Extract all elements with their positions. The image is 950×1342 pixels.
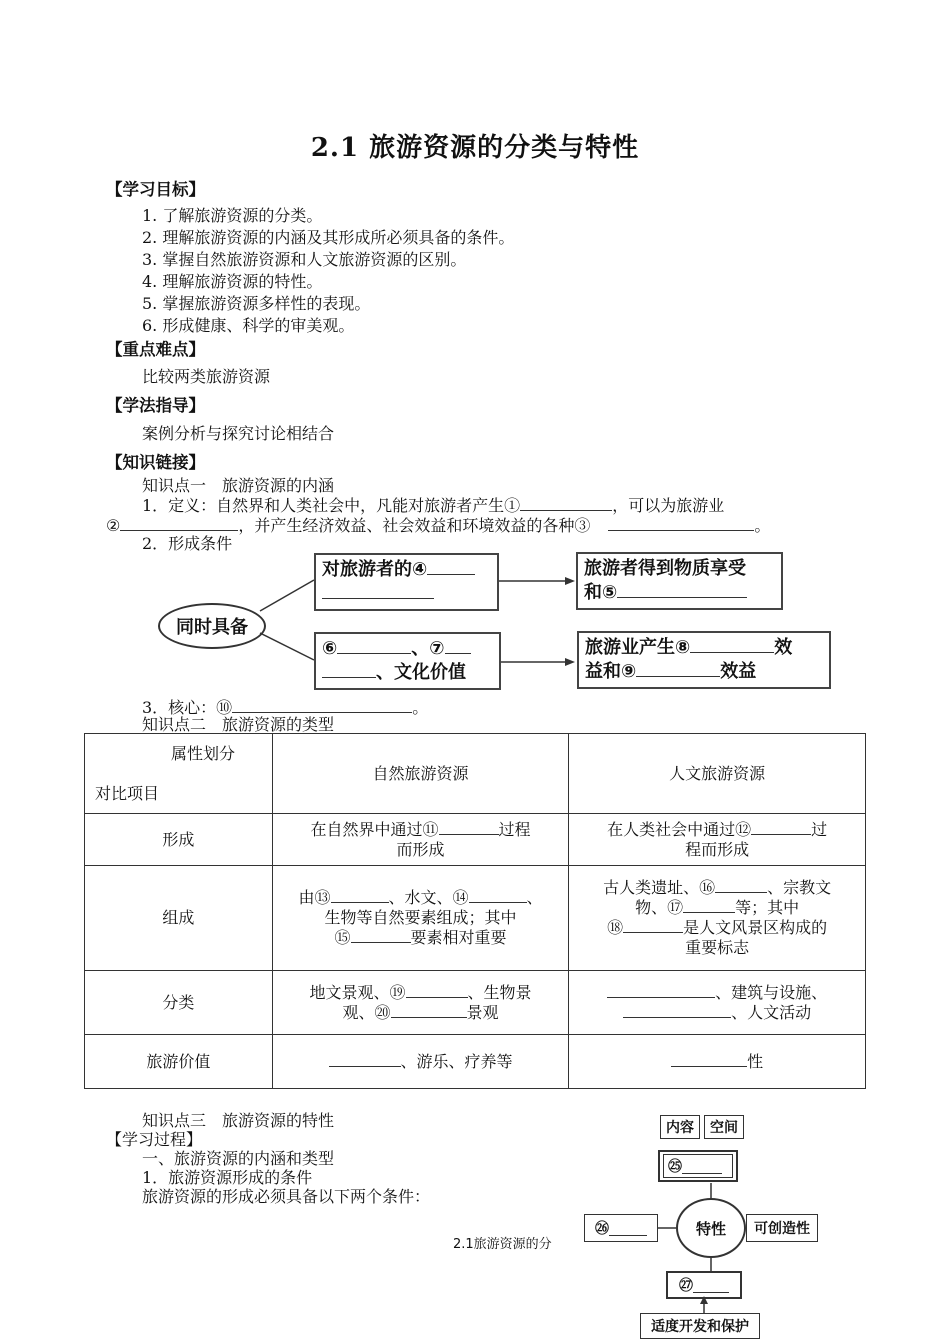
conditions-label: 2．形成条件 bbox=[142, 534, 233, 553]
answer-blank-20[interactable] bbox=[391, 1003, 467, 1018]
table-header-row bbox=[85, 734, 866, 814]
answer-blank-15[interactable] bbox=[351, 928, 411, 943]
trait-center-ellipse: 特性 bbox=[676, 1198, 746, 1258]
cell-human-composition: 古人类遗址、⑯ 、宗教文 物、⑰ 等；其中 ⑱ 是人文风景区构成的 重要标志 bbox=[569, 866, 866, 971]
cell-natural-value: 、游乐、疗养等 bbox=[272, 1035, 569, 1089]
diagram-box-value: ⑥ 、⑦ 、文化价值 bbox=[314, 632, 501, 690]
objective-item: 2. 理解旅游资源的内涵及其形成所必须具备的条件。 bbox=[142, 228, 515, 247]
answer-blank-4b[interactable] bbox=[322, 584, 434, 599]
answer-blank-26[interactable] bbox=[609, 1221, 647, 1236]
table-row bbox=[85, 1035, 866, 1089]
process-heading: 【学习过程】 bbox=[106, 1130, 203, 1149]
objective-item: 4. 理解旅游资源的特性。 bbox=[142, 272, 323, 291]
answer-blank-21[interactable] bbox=[607, 983, 715, 998]
knowledge-point-2: 知识点二 旅游资源的类型 bbox=[142, 715, 335, 734]
objective-item: 1. 了解旅游资源的分类。 bbox=[142, 206, 323, 225]
answer-blank-27[interactable] bbox=[693, 1278, 729, 1293]
cell-human-value: 性 bbox=[569, 1035, 866, 1089]
diagram-box-enjoyment: 旅游者得到物质享受 和⑤ bbox=[576, 552, 783, 610]
table-row bbox=[85, 814, 866, 866]
answer-blank-6[interactable] bbox=[337, 639, 411, 654]
answer-blank-4[interactable] bbox=[427, 560, 475, 575]
answer-blank-17[interactable] bbox=[683, 898, 735, 913]
process-line-1: 一、旅游资源的内涵和类型 bbox=[142, 1149, 335, 1168]
diagram-box-benefit: 旅游业产生⑧ 效 益和⑨ 效益 bbox=[577, 631, 831, 689]
page-title: 2.1 旅游资源的分类与特性 bbox=[310, 133, 640, 163]
answer-blank-5[interactable] bbox=[617, 583, 747, 598]
cell-natural-formation: 在自然界中通过⑪ 过程 而形成 bbox=[272, 814, 569, 866]
answer-blank-9[interactable] bbox=[636, 662, 720, 677]
header-diagonal-cell: 属性划分 对比项目 bbox=[85, 734, 273, 814]
answer-blank-11[interactable] bbox=[439, 820, 499, 835]
trait-box-25: ㉕ bbox=[658, 1150, 738, 1182]
table-row bbox=[85, 971, 866, 1035]
answer-blank-18[interactable] bbox=[623, 918, 683, 933]
trait-box-protect: 适度开发和保护 bbox=[640, 1313, 760, 1339]
knowledge-point-1: 知识点一 旅游资源的内涵 bbox=[142, 476, 335, 495]
col-header-natural: 自然旅游资源 bbox=[272, 734, 569, 814]
trait-box-space: 空间 bbox=[704, 1115, 744, 1139]
key-points-heading: 【重点难点】 bbox=[106, 340, 205, 359]
row-label: 形成 bbox=[85, 814, 273, 866]
diagram-box-appeal: 对旅游者的④ bbox=[314, 553, 499, 611]
col-header-human: 人文旅游资源 bbox=[569, 734, 866, 814]
answer-blank-19[interactable] bbox=[406, 983, 468, 998]
trait-box-creatable: 可创造性 bbox=[746, 1214, 818, 1242]
process-line-3: 旅游资源的形成必须具备以下两个条件： bbox=[142, 1187, 431, 1206]
knowledge-heading: 【知识链接】 bbox=[106, 453, 205, 472]
core-line: 3．核心：⑩ 。 bbox=[142, 698, 429, 717]
answer-blank-12[interactable] bbox=[751, 820, 811, 835]
page-footer: 2.1旅游资源的分 bbox=[453, 1237, 552, 1252]
objective-item: 5. 掌握旅游资源多样性的表现。 bbox=[142, 294, 371, 313]
trait-box-27: ㉗ bbox=[666, 1271, 742, 1299]
diagram-ellipse-concurrent: 同时具备 bbox=[158, 603, 266, 649]
row-label: 组成 bbox=[85, 866, 273, 971]
objectives-heading: 【学习目标】 bbox=[106, 180, 205, 199]
answer-blank-24[interactable] bbox=[671, 1052, 747, 1067]
answer-blank-16[interactable] bbox=[715, 878, 767, 893]
answer-blank-7[interactable] bbox=[445, 639, 471, 654]
definition-line-1: 1．定义：自然界和人类社会中，凡能对旅游者产生① ，可以为旅游业 bbox=[142, 496, 725, 515]
row-label: 旅游价值 bbox=[85, 1035, 273, 1089]
answer-blank-8[interactable] bbox=[690, 638, 774, 653]
cell-human-category: 、建筑与设施、 、人文活动 bbox=[569, 971, 866, 1035]
answer-blank-13[interactable] bbox=[331, 888, 389, 903]
answer-blank-14[interactable] bbox=[469, 888, 527, 903]
answer-blank-22[interactable] bbox=[623, 1003, 731, 1018]
row-label: 分类 bbox=[85, 971, 273, 1035]
cell-human-formation: 在人类社会中通过⑫ 过 程而形成 bbox=[569, 814, 866, 866]
table-row bbox=[85, 866, 866, 971]
cell-natural-category: 地文景观、⑲ 、生物景 观、⑳ 景观 bbox=[272, 971, 569, 1035]
key-points-text: 比较两类旅游资源 bbox=[142, 367, 271, 386]
resource-type-table bbox=[84, 733, 866, 1089]
trait-box-content: 内容 bbox=[660, 1115, 700, 1139]
trait-box-26: ㉖ bbox=[584, 1214, 658, 1242]
method-heading: 【学法指导】 bbox=[106, 396, 205, 415]
answer-blank-7b[interactable] bbox=[322, 663, 376, 678]
answer-blank-23[interactable] bbox=[329, 1052, 401, 1067]
answer-blank-25[interactable] bbox=[682, 1159, 722, 1174]
answer-blank-10[interactable] bbox=[232, 698, 412, 713]
objective-item: 6. 形成健康、科学的审美观。 bbox=[142, 316, 355, 335]
definition-line-2: ② ，并产生经济效益、社会效益和环境效益的各种③ 。 bbox=[106, 516, 771, 535]
cell-natural-composition: 由⑬ 、水文、⑭ 、 生物等自然要素组成；其中 ⑮ 要素相对重要 bbox=[272, 866, 569, 971]
knowledge-point-3: 知识点三 旅游资源的特性 bbox=[142, 1111, 335, 1130]
process-line-2: 1．旅游资源形成的条件 bbox=[142, 1168, 313, 1187]
method-text: 案例分析与探究讨论相结合 bbox=[142, 424, 335, 443]
objective-item: 3. 掌握自然旅游资源和人文旅游资源的区别。 bbox=[142, 250, 467, 269]
